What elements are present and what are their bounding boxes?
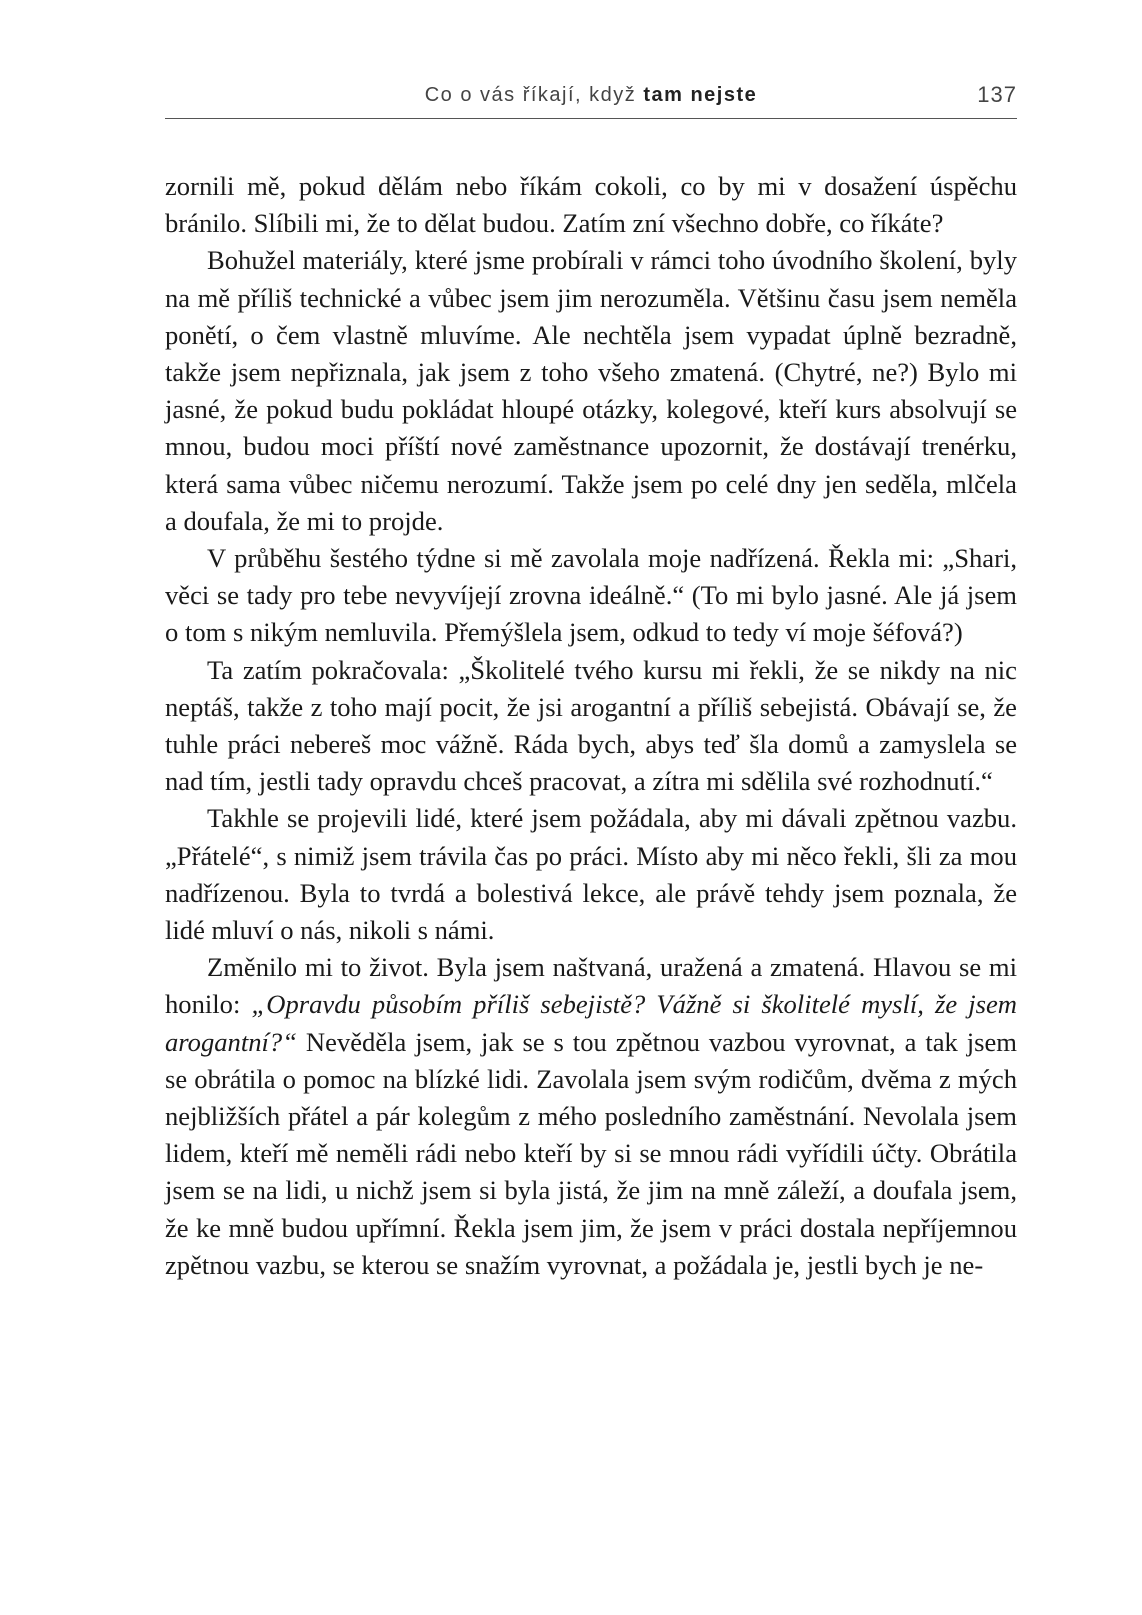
running-title-bold: tam nejste [643, 84, 758, 106]
paragraph-2: Bohužel materiály, které jsme probírali v rámci toho úvodního školení, byly na mě příliš technické a vůbec jsem jim nerozuměla. Většinu času jsem neměla ponětí, o čem vlastně mluvíme. Ale nechtěla jsem vypadat úplně bezradně, takže jsem nepřiznala, jak jsem z toho všeho zmatená. (Chytré, ne?) Bylo mi jasné, že pokud budu pokládat hloupé otázky, kolegové, kteří kurs absolvují se mnou, budou moci příští nové zaměstnance upozornit, že dostávají trenérku, která sama vůbec ničemu nerozumí. Takže jsem po celé dny jen seděla, mlčela a doufala, že mi to projde. [165, 245, 1017, 536]
running-title-regular: Co o vás říkají, když [424, 84, 644, 106]
paragraph-6-end: Nevěděla jsem, jak se s tou zpětnou vazbou vyrovnat, a tak jsem se obrátila o pomoc na blízké lidi. Zavolala jsem svým rodičům, dvěma z mých nejbližších přátel a pár kolegům z mého posledního zaměstnání. Nevolala jsem lidem, kteří mě neměli rádi nebo kteří by si se mnou rádi vyřídili účty. Obrátila jsem se na lidi, u nichž jsem si byla jistá, že jim na mně záleží, a doufala jsem, že ke mně budou upřímní. Řekla jsem jim, že jsem v práci dostala nepříjemnou zpětnou vazbu, se kterou se snažím vyrovnat, a požádala je, jestli bych je ne- [165, 1026, 1017, 1280]
paragraph-4: Ta zatím pokračovala: „Školitelé tvého kursu mi řekli, že se nikdy na nic neptáš, takže z toho mají pocit, že jsi arogantní a příliš sebejistá. Obávají se, že tuhle práci nebereš moc vážně. Ráda bych, abys teď šla domů a zamyslela se nad tím, jestli tady opravdu chceš pracovat, a zítra mi sdělila své rozhodnutí.“ [165, 654, 1017, 797]
page-number: 137 [977, 82, 1017, 107]
paragraph-6-italic-quote: „Opravdu působím příliš sebejistě? Vážně si školitelé myslí, že jsem arogantní?“ [165, 989, 1017, 1057]
paragraph-6-start: Změnilo mi to život. Byla jsem naštvaná, uražená a zmatená. Hlavou se mi honilo: [165, 952, 1017, 1020]
running-header [165, 80, 1017, 119]
running-title [165, 84, 1017, 107]
paragraph-6 [165, 949, 1017, 1284]
paragraph-3: V průběhu šestého týdne si mě zavolala moje nadřízená. Řekla mi: „Shari, věci se tady pro tebe nevyvíjejí zrovna ideálně.“ (To mi bylo jasné. Ale já jsem o tom s nikým nemluvila. Přemýšlela jsem, odkud to tedy ví moje šéfová?) [165, 543, 1017, 648]
paragraph-1: zornili mě, pokud dělám nebo říkám cokoli, co by mi v dosažení úspěchu bránilo. Slíbili mi, že to dělat budou. Zatím zní všechno dobře, co říkáte? [165, 171, 1017, 239]
paragraph-5: Takhle se projevili lidé, které jsem požádala, aby mi dávali zpětnou vazbu. „Přátelé“, s nimiž jsem trávila čas po práci. Místo aby mi něco řekli, šli za mou nadřízenou. Byla to tvrdá a bolestivá lekce, ale právě tehdy jsem poznala, že lidé mluví o nás, nikoli s námi. [165, 803, 1017, 946]
body-text [165, 168, 1017, 1284]
